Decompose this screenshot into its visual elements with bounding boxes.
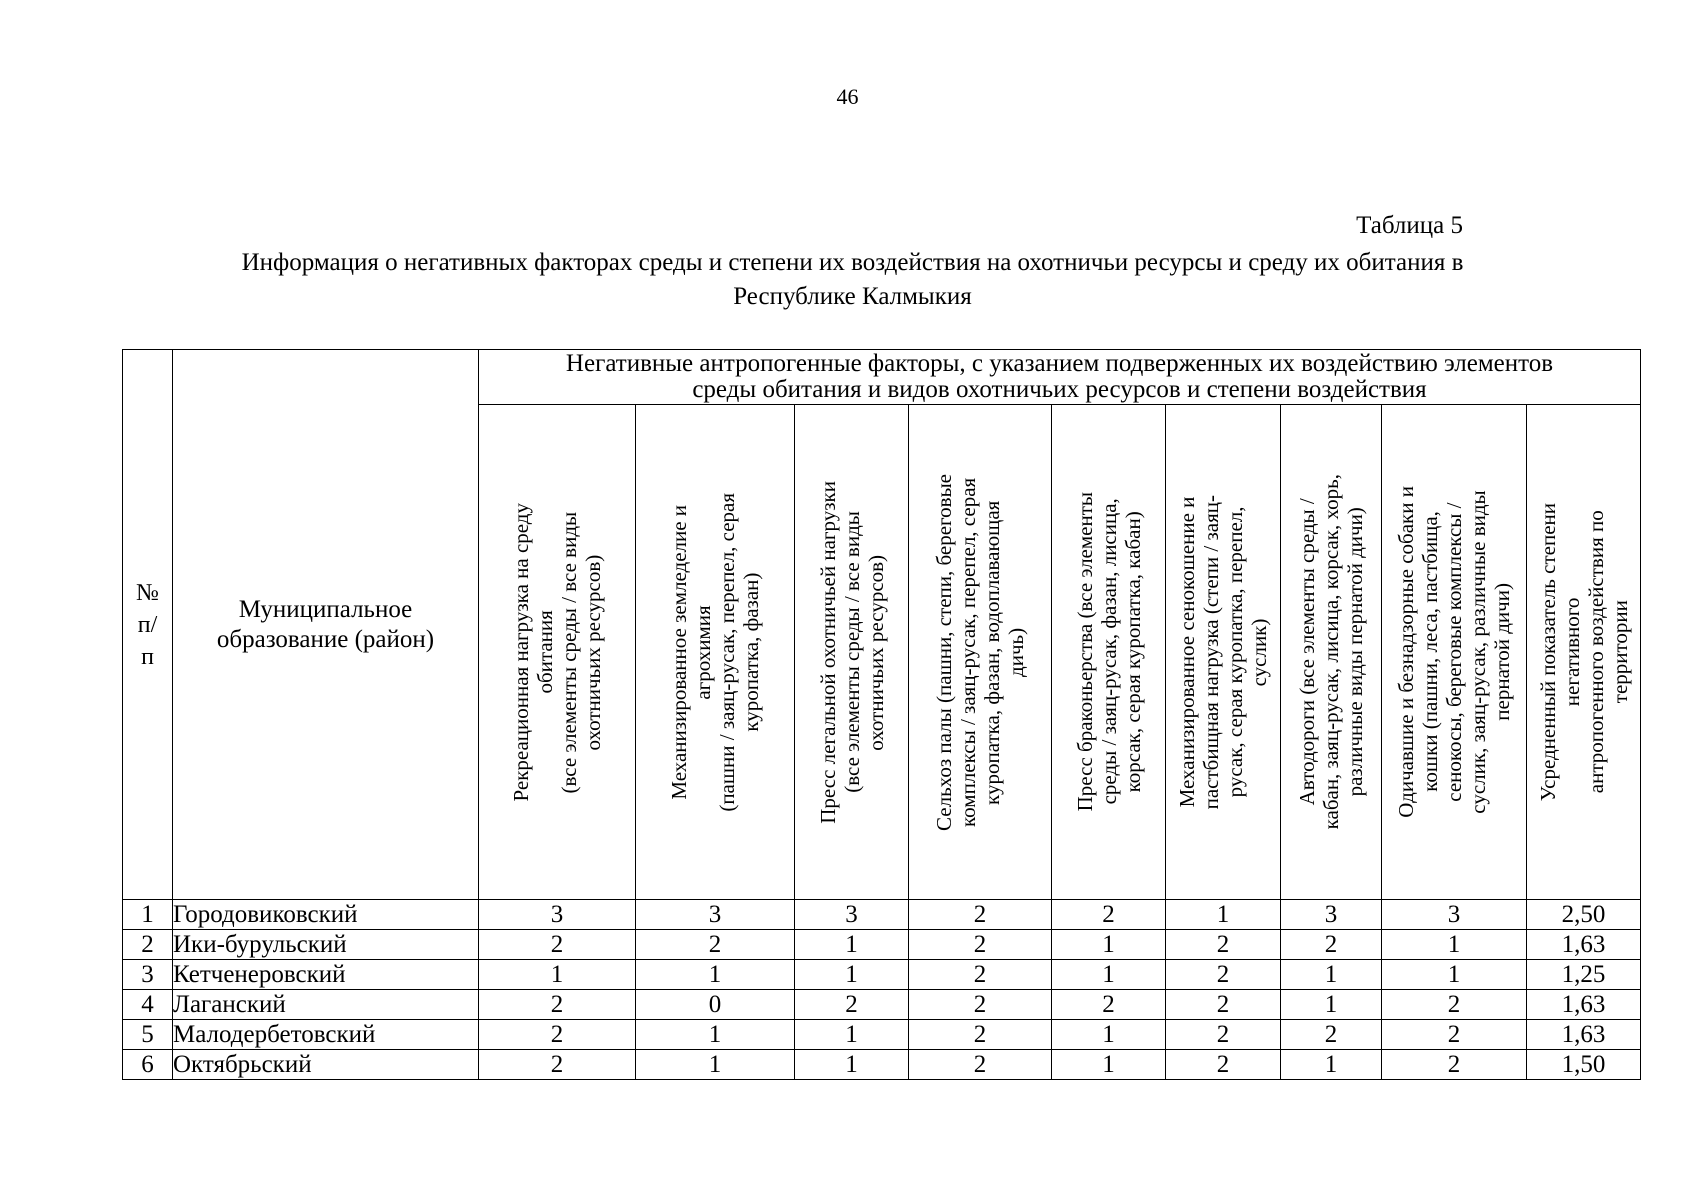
factor-header-7: [1281, 405, 1382, 900]
factor-header-line: Пресс браконьерства (все элементы: [1072, 492, 1097, 812]
factor-header-line: Пресс легальной охотничьей нагрузки: [815, 480, 840, 824]
row-number: 5: [123, 1020, 173, 1050]
factor-header-line: куропатка, фазан): [739, 572, 763, 732]
factor-score-cell: 1: [1382, 960, 1527, 990]
factor-header-line: обитания: [533, 610, 557, 694]
factor-score-cell: 1: [1281, 960, 1382, 990]
factor-header-text: [816, 481, 888, 824]
number-header-line: п: [141, 643, 154, 670]
factor-header-5: [1052, 405, 1166, 900]
factor-score-cell: 2: [1166, 990, 1281, 1020]
factor-header-line: Одичавшие и безнадзорные собаки и: [1394, 486, 1418, 818]
factor-header-line: Автодороги (все элементы среды /: [1295, 498, 1319, 806]
row-number: 2: [123, 930, 173, 960]
factor-header-line: русак, серая куропатка, перепел,: [1223, 506, 1247, 798]
factor-header-wrap: [636, 405, 794, 899]
factors-group-header: [479, 350, 1641, 405]
factor-header-line: дичь): [1004, 627, 1028, 677]
factor-header-text: [509, 503, 605, 802]
factor-score-cell: 2: [479, 1050, 636, 1080]
factor-header-line: территории: [1607, 600, 1632, 704]
number-column-header: [123, 350, 173, 900]
factor-header-line: пернатой дичи): [1490, 583, 1514, 721]
factor-score-cell: 2: [1166, 960, 1281, 990]
factor-header-text: [1175, 495, 1271, 809]
factor-header-line: агрохимия: [691, 604, 715, 700]
table-label: Таблица 5: [1356, 212, 1463, 239]
factor-header-text: [1394, 486, 1514, 818]
municipality-column-header: [173, 350, 479, 900]
row-number: 3: [123, 960, 173, 990]
municipality-name: Лаганский: [173, 990, 479, 1020]
factor-score-cell: 1: [1382, 930, 1527, 960]
factor-header-4: [909, 405, 1052, 900]
factor-header-line: суслик): [1247, 618, 1271, 686]
factor-header-line: (все элементы среды / все виды: [839, 511, 864, 793]
factor-score-cell: 2: [479, 930, 636, 960]
factor-score-cell: 1: [1281, 990, 1382, 1020]
average-score-cell: 1,63: [1527, 930, 1641, 960]
factor-header-text: [1073, 492, 1145, 811]
factor-score-cell: 1: [795, 930, 909, 960]
factor-score-cell: 3: [479, 900, 636, 930]
row-number: 6: [123, 1050, 173, 1080]
factor-header-1: [479, 405, 636, 900]
factor-header-line: антропогенного воздействия по: [1583, 510, 1608, 794]
average-score-cell: 1,63: [1527, 1020, 1641, 1050]
factor-score-cell: 3: [1382, 900, 1527, 930]
factor-header-line: кошки (пашни, леса, пастбища,: [1418, 511, 1442, 793]
factor-score-cell: 0: [636, 990, 795, 1020]
table-row: [123, 1050, 1641, 1080]
municipality-header-line: Муниципальное: [238, 595, 413, 623]
factor-score-cell: 3: [636, 900, 795, 930]
factor-score-cell: 1: [795, 1050, 909, 1080]
factor-header-2: [636, 405, 795, 900]
table-row: [123, 990, 1641, 1020]
factor-score-cell: 2: [1166, 1050, 1281, 1080]
factor-header-line: пастбищная нагрузка (степи / заяц-: [1199, 494, 1223, 810]
factor-score-cell: 3: [1281, 900, 1382, 930]
factor-header-text: [1295, 474, 1367, 829]
factor-score-cell: 1: [636, 1020, 795, 1050]
page-number: 46: [836, 84, 859, 109]
factor-score-cell: 2: [909, 960, 1052, 990]
factor-score-cell: 1: [1052, 930, 1166, 960]
factor-score-cell: 1: [1166, 900, 1281, 930]
row-number: 1: [123, 900, 173, 930]
document-title: [120, 246, 1585, 314]
factor-score-cell: 2: [909, 1020, 1052, 1050]
factor-score-cell: 2: [479, 1020, 636, 1050]
factor-header-text: [932, 474, 1028, 831]
factor-header-8: [1382, 405, 1527, 900]
factor-score-cell: 1: [795, 1020, 909, 1050]
factor-header-wrap: [795, 405, 908, 899]
table-row: [123, 1020, 1641, 1050]
factor-score-cell: 1: [1052, 1020, 1166, 1050]
factor-score-cell: 1: [1052, 1050, 1166, 1080]
factor-header-line: сенокосы, береговые комплексы /: [1442, 502, 1466, 802]
table-row: [123, 960, 1641, 990]
factor-score-cell: 1: [479, 960, 636, 990]
municipality-name: Ики-бурульский: [173, 930, 479, 960]
factors-table: [122, 349, 1641, 1080]
factor-header-wrap: [1527, 405, 1640, 899]
factor-header-line: среды / заяц-русак, фазан, лисица,: [1096, 498, 1121, 806]
factor-score-cell: 2: [1166, 1020, 1281, 1050]
factor-header-line: Усредненный показатель степени: [1535, 502, 1560, 802]
factor-score-cell: 2: [1382, 1020, 1527, 1050]
factor-header-line: различные виды пернатой дичи): [1343, 507, 1367, 797]
table-body: [123, 900, 1641, 1080]
factor-header-line: куропатка, фазан, водоплавающая: [980, 499, 1004, 805]
factor-score-cell: 2: [1382, 1050, 1527, 1080]
table-row: [123, 930, 1641, 960]
row-number: 4: [123, 990, 173, 1020]
municipality-name: Кетченеровский: [173, 960, 479, 990]
factor-score-cell: 2: [1382, 990, 1527, 1020]
factor-header-line: Сельхоз палы (пашни, степи, береговые: [932, 473, 956, 831]
number-header-line: №: [136, 579, 159, 606]
factor-header-wrap: [1382, 405, 1526, 899]
factor-header-wrap: [1281, 405, 1381, 899]
factor-score-cell: 2: [909, 900, 1052, 930]
number-header-line: п/: [137, 611, 158, 638]
title-line-2: Республике Калмыкия: [733, 283, 972, 310]
factor-header-line: комплексы / заяц-русак, перепел, серая: [956, 477, 980, 827]
factor-header-line: охотничьих ресурсов): [863, 554, 888, 750]
municipality-name: Малодербетовский: [173, 1020, 479, 1050]
factor-header-text: [667, 493, 763, 812]
factor-score-cell: 2: [479, 990, 636, 1020]
average-score-cell: 1,63: [1527, 990, 1641, 1020]
factor-header-line: Механизированное земледелие и: [667, 504, 691, 800]
factor-score-cell: 2: [636, 930, 795, 960]
group-header-line: Негативные антропогенные факторы, с указанием подверженных их воздействию элементов: [565, 350, 1554, 377]
factor-header-line: (пашни / заяц-русак, перепел, серая: [715, 492, 739, 812]
factor-header-wrap: [1052, 405, 1165, 899]
factor-header-line: суслик, заяц-русак, различные виды: [1466, 490, 1490, 814]
factor-score-cell: 1: [1281, 1050, 1382, 1080]
factor-score-cell: 2: [1166, 930, 1281, 960]
factor-score-cell: 2: [909, 930, 1052, 960]
factor-score-cell: 2: [909, 990, 1052, 1020]
factor-header-6: [1166, 405, 1281, 900]
factor-score-cell: 1: [636, 960, 795, 990]
factor-header-wrap: [909, 405, 1051, 899]
average-score-cell: 1,25: [1527, 960, 1641, 990]
municipality-name: Городовиковский: [173, 900, 479, 930]
factor-header-9: [1527, 405, 1641, 900]
factor-header-line: охотничьих ресурсов): [581, 554, 605, 750]
factor-score-cell: 1: [795, 960, 909, 990]
factor-header-line: корсак, серая куропатка, кабан): [1120, 511, 1145, 793]
average-score-cell: 1,50: [1527, 1050, 1641, 1080]
table-row: [123, 900, 1641, 930]
factor-header-line: негативного: [1559, 597, 1584, 707]
factor-score-cell: 2: [1052, 900, 1166, 930]
factor-header-3: [795, 405, 909, 900]
municipality-name: Октябрьский: [173, 1050, 479, 1080]
factor-header-text: [1536, 503, 1632, 801]
factor-score-cell: 1: [1052, 960, 1166, 990]
factor-score-cell: 3: [795, 900, 909, 930]
factor-score-cell: 2: [1281, 930, 1382, 960]
factor-header-line: кабан, заяц-русак, лисица, корсак, хорь,: [1319, 474, 1343, 830]
factor-score-cell: 2: [1281, 1020, 1382, 1050]
factor-header-line: Рекреационная нагрузка на среду: [509, 502, 533, 802]
factor-header-wrap: [479, 405, 635, 899]
factor-header-line: (все элементы среды / все виды: [557, 511, 581, 793]
factor-score-cell: 2: [909, 1050, 1052, 1080]
title-line-1: Информация о негативных факторах среды и степени их воздействия на охотничьи ресурсы и среду их обитания в: [241, 249, 1464, 276]
municipality-header-line: образование (район): [216, 625, 435, 653]
factor-header-line: Механизированное сенокошение и: [1175, 496, 1199, 808]
factor-header-wrap: [1166, 405, 1280, 899]
factor-score-cell: 1: [636, 1050, 795, 1080]
factor-score-cell: 2: [795, 990, 909, 1020]
group-header-line: среды обитания и видов охотничьих ресурсов и степени воздействия: [692, 376, 1427, 403]
average-score-cell: 2,50: [1527, 900, 1641, 930]
factor-score-cell: 2: [1052, 990, 1166, 1020]
